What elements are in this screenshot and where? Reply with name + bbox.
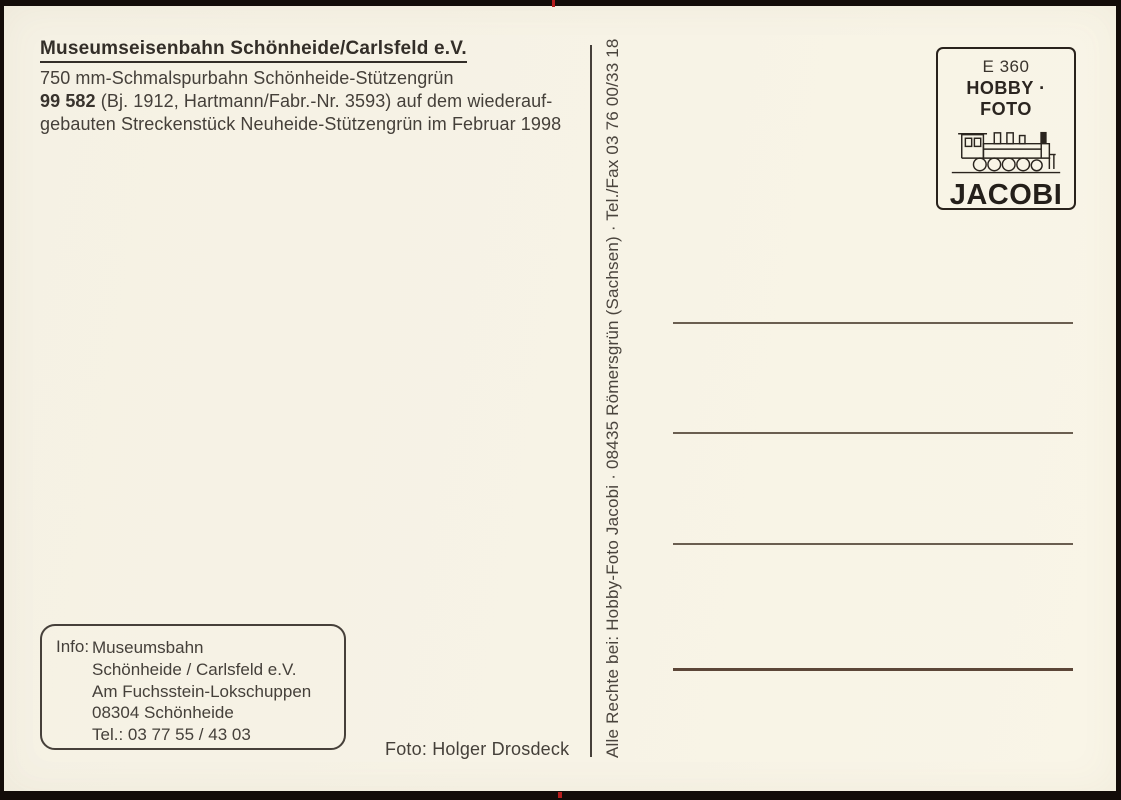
info-address bbox=[92, 637, 311, 746]
address-line bbox=[673, 322, 1073, 324]
address-line bbox=[673, 432, 1073, 434]
stamp-brand: HOBBY · FOTO bbox=[966, 78, 1046, 119]
stamp-publisher-name: JACOBI bbox=[949, 179, 1063, 211]
caption-description-line1 bbox=[40, 90, 580, 113]
info-line: Am Fuchsstein-Lokschuppen bbox=[92, 681, 312, 701]
stamp-box bbox=[936, 47, 1076, 210]
photo-credit: Foto: Holger Drosdeck bbox=[385, 739, 570, 759]
address-line bbox=[673, 543, 1073, 545]
caption-description-rest: (Bj. 1912, Hartmann/Fabr.-Nr. 3593) auf dem wiederauf- bbox=[100, 91, 553, 111]
center-divider-line bbox=[590, 45, 592, 757]
steam-locomotive-icon bbox=[947, 122, 1065, 178]
info-line: Tel.: 03 77 55 / 43 03 bbox=[92, 725, 251, 745]
scan-artifact-red-mark-bottom bbox=[558, 792, 562, 798]
scan-artifact-red-mark-top bbox=[552, 0, 555, 7]
caption-description-line2: gebauten Streckenstück Neuheide-Stützengrün im Februar 1998 bbox=[40, 114, 562, 134]
stamp-code: E 360 bbox=[982, 57, 1030, 76]
info-line: 08304 Schönheide bbox=[92, 703, 234, 723]
address-line bbox=[673, 668, 1073, 671]
caption-block bbox=[40, 38, 580, 136]
info-line: Museumsbahn bbox=[92, 638, 204, 657]
info-box bbox=[40, 624, 346, 750]
locomotive-number: 99 582 bbox=[40, 91, 96, 111]
info-label: Info: bbox=[56, 637, 90, 656]
rights-notice-vertical: Alle Rechte bei: Hobby-Foto Jacobi · 08435 Römersgrün (Sachsen) · Tel./Fax 03 76 00/33 18 bbox=[603, 38, 622, 758]
info-line: Schönheide / Carlsfeld e.V. bbox=[92, 659, 297, 679]
postcard-title: Museumseisenbahn Schönheide/Carlsfeld e.V. bbox=[40, 38, 467, 63]
caption-subtitle: 750 mm-Schmalspurbahn Schönheide-Stützengrün bbox=[40, 68, 454, 88]
postcard-back bbox=[4, 6, 1116, 791]
